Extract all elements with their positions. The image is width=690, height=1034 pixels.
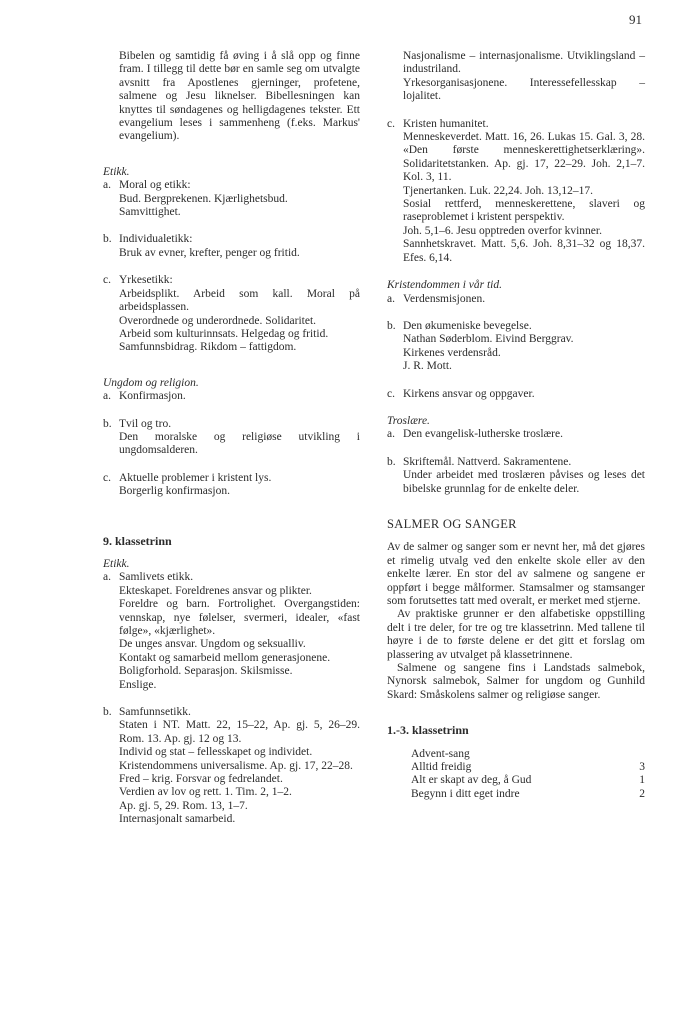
item-line: Fred – krig. Forsvar og fedrelandet. <box>119 773 283 786</box>
item-line: Under arbeidet med troslæren påvises og leses det bibelske grunnlag for de enkelte deler. <box>403 469 645 495</box>
list-item <box>387 428 645 441</box>
list-item <box>103 472 360 499</box>
item-label: b. <box>103 233 112 246</box>
item-line: Den moralske og religiøse utvikling i ungdomsalderen. <box>119 430 360 457</box>
item-line: Verdien av lov og rett. 1. Tim. 2, 1–2. <box>119 786 292 799</box>
item-line: Boligforhold. Separasjon. Skilsmisse. <box>119 665 293 678</box>
hymn-grade: 1 <box>639 774 645 787</box>
list-item <box>103 390 360 403</box>
item-line: Samfunnsetikk. <box>119 706 191 719</box>
item-line: Individ og stat – fellesskapet og individet. <box>119 746 313 759</box>
grade-9-subheading: Etikk. <box>103 557 130 570</box>
grade-1-3-heading: 1.-3. klassetrinn <box>387 723 469 738</box>
etikk-list <box>103 179 360 354</box>
item-line: Arbeid som kulturinnsats. Helgedag og fritid. <box>119 327 329 340</box>
item-line: Ap. gj. 5, 29. Rom. 13, 1–7. <box>119 799 248 812</box>
hymn-row <box>387 774 645 787</box>
item-label: b. <box>103 417 112 430</box>
item-body <box>119 274 360 354</box>
item-line: Verdensmisjonen. <box>403 292 486 305</box>
item-line: Staten i NT. Matt. 22, 15–22, Ap. gj. 5, 26–29. Rom. 13. Ap. gj. 12 og 13. <box>119 719 360 745</box>
list-item <box>103 179 360 219</box>
kristendommen-list <box>387 293 645 401</box>
list-item <box>387 293 645 306</box>
item-label: a. <box>103 179 111 192</box>
item-label: c. <box>103 471 111 484</box>
hymn-title: Begynn i ditt eget indre <box>411 787 520 800</box>
list-item <box>103 274 360 354</box>
item-line: Bud. Bergprekenen. Kjærlighetsbud. <box>119 192 288 205</box>
item-line: Tjenertanken. Luk. 22,24. Joh. 13,12–17. <box>403 184 594 197</box>
item-line: Den økumeniske bevegelse. <box>403 319 532 332</box>
grade-9-list <box>103 571 360 826</box>
hymn-grade: 3 <box>639 761 645 774</box>
hymn-row <box>387 748 645 761</box>
item-body <box>119 390 360 403</box>
list-item <box>387 118 645 265</box>
item-line: Ekteskapet. Foreldrenes ansvar og plikter. <box>119 584 312 597</box>
left-column <box>103 50 360 827</box>
item-line: J. R. Mott. <box>403 360 452 373</box>
item-line: Kirkenes verdensråd. <box>403 346 501 359</box>
item-line: Samvittighet. <box>119 206 181 219</box>
item-line: Sannhetskravet. Matt. 5,6. Joh. 8,31–32 og 18,37. Efes. 6,14. <box>403 238 645 264</box>
salmer-paragraph: Salmene og sangene fins i Landstads salmebok, Nynorsk salmebok, Salmer for ungdom og Gunhild Skard: Småskolens salmer og religiøse sanger. <box>387 662 645 701</box>
kristen-humanitet-item <box>387 118 645 265</box>
troslaere-list <box>387 428 645 496</box>
section-heading-kristendommen: Kristendommen i vår tid. <box>387 279 502 292</box>
item-line: Nathan Søderblom. Eivind Berggrav. <box>403 333 574 346</box>
item-line: Tvil og tro. <box>119 417 172 430</box>
item-line: Kontakt og samarbeid mellom generasjonene. <box>119 651 331 664</box>
hymn-list <box>387 748 645 802</box>
continued-line: Nasjonalisme – internasjonalisme. Utviklingsland – industriland. <box>403 50 645 76</box>
item-line: Overordnede og underordnede. Solidaritet. <box>119 314 317 327</box>
list-item <box>103 571 360 692</box>
item-label: a. <box>103 571 111 584</box>
item-body <box>119 233 360 260</box>
list-item <box>387 388 645 401</box>
item-line: Arbeidsplikt. Arbeid som kall. Moral på arbeidsplassen. <box>119 287 360 314</box>
item-line: Samlivets etikk. <box>119 571 194 584</box>
item-body <box>119 418 360 458</box>
continued-block <box>387 50 645 104</box>
list-item <box>103 418 360 458</box>
grade-9-heading: 9. klassetrinn <box>103 533 172 548</box>
hymn-title: Alt er skapt av deg, å Gud <box>411 774 532 787</box>
item-line: Den evangelisk-lutherske troslære. <box>403 428 563 441</box>
section-heading-troslaere: Troslære. <box>387 414 430 427</box>
salmer-paragraph: Av de salmer og sanger som er nevnt her, må det gjøres et rimelig utvalg ved den enkelte skole eller av den enkelte lærer. En stor del av salmene og sangene er oppført i begge målformer. Stamsalmer og stamsanger som forutsettes tatt med overalt, er merket med stjerne. <box>387 541 645 607</box>
item-label: a. <box>103 390 111 403</box>
hymn-title: Advent-sang <box>411 747 470 760</box>
salmer-heading: SALMER OG SANGER <box>387 516 517 531</box>
item-line: Kirkens ansvar og oppgaver. <box>403 387 535 400</box>
item-line: Kristen humanitet. <box>403 117 489 130</box>
item-line: Individualetikk: <box>119 233 193 246</box>
list-item <box>387 320 645 374</box>
item-line: Joh. 5,1–6. Jesu opptreden overfor kvinner. <box>403 224 602 237</box>
item-body <box>403 293 645 306</box>
item-label: c. <box>387 387 395 400</box>
item-label: b. <box>103 706 112 719</box>
item-body <box>403 320 645 374</box>
item-label: c. <box>387 117 395 130</box>
hymn-grade: 2 <box>639 787 645 800</box>
item-line: Bruk av evner, krefter, penger og fritid. <box>119 246 300 259</box>
item-line: Enslige. <box>119 678 157 691</box>
item-line: Yrkesetikk: <box>119 274 173 287</box>
list-item <box>103 706 360 827</box>
continued-line: Yrkesorganisasjonene. Interessefellesskap – lojalitet. <box>403 76 645 103</box>
item-line: Samfunnsbidrag. Rikdom – fattigdom. <box>119 341 297 354</box>
item-body <box>403 118 645 265</box>
item-body <box>119 571 360 692</box>
item-line: Aktuelle problemer i kristent lys. <box>119 471 272 484</box>
hymn-title: Alltid freidig <box>411 761 472 774</box>
item-line: Foreldre og barn. Fortrolighet. Overgangstiden: vennskap, nye følelser, svermeri, idealer, «fast følge», «kjærlighet». <box>119 598 360 637</box>
item-body <box>403 428 645 441</box>
item-line: De unges ansvar. Ungdom og seksualliv. <box>119 638 306 651</box>
list-item <box>387 456 645 496</box>
item-body <box>119 472 360 499</box>
item-label: c. <box>103 274 111 287</box>
item-line: Moral og etikk: <box>119 179 191 192</box>
section-heading-etikk: Etikk. <box>103 165 130 178</box>
hymn-row <box>387 761 645 774</box>
item-line: Menneskeverdet. Matt. 16, 26. Lukas 15. Gal. 3, 28. «Den første menneskerettighetserklæring». Solidaritetstanken. Ap. gj. 17, 22–29. Joh. 2,1–7. Kol. 3, 11. <box>403 131 645 184</box>
section-heading-ungdom: Ungdom og religion. <box>103 376 199 389</box>
item-line: Borgerlig konfirmasjon. <box>119 485 230 498</box>
hymn-row <box>387 788 645 801</box>
page-number: 91 <box>629 12 642 27</box>
ungdom-list <box>103 390 360 498</box>
item-label: b. <box>387 319 396 332</box>
item-line: Kristendommens universalisme. Ap. gj. 17, 22–28. <box>119 759 353 772</box>
item-label: a. <box>387 428 395 441</box>
salmer-paragraph: Av praktiske grunner er den alfabetiske oppstilling delt i tre deler, for tre og tre klassetrinn. Med tallene til høyre i de to første delene er det gitt et forslag om plassering av utvalget på klassetrinnene. <box>387 608 645 661</box>
item-line: Internasjonalt samarbeid. <box>119 813 236 826</box>
item-body <box>119 179 360 219</box>
right-column <box>387 50 645 801</box>
intro-paragraph: Bibelen og samtidig få øving i å slå opp og finne fram. I tillegg til dette bør en samle seg om utvalgte avsnitt fra Apostlenes gjerninger, profetene, salmene og Jesu liknelser. Bibellesningen kan knyttes til søndagenes og helligdagenes tekster. Ett evangelium leses i sammenheng (f.eks. Markus' evangelium). <box>119 50 360 143</box>
item-line: Konfirmasjon. <box>119 390 186 403</box>
item-line: Skriftemål. Nattverd. Sakramentene. <box>403 455 572 468</box>
list-item <box>103 233 360 260</box>
item-label: a. <box>387 292 395 305</box>
item-body <box>403 388 645 401</box>
item-label: b. <box>387 455 396 468</box>
item-line: Sosial rettferd, menneskerettene, slaveri og raseproblemet i kristent perspektiv. <box>403 198 645 224</box>
item-body <box>119 706 360 827</box>
item-body <box>403 456 645 496</box>
